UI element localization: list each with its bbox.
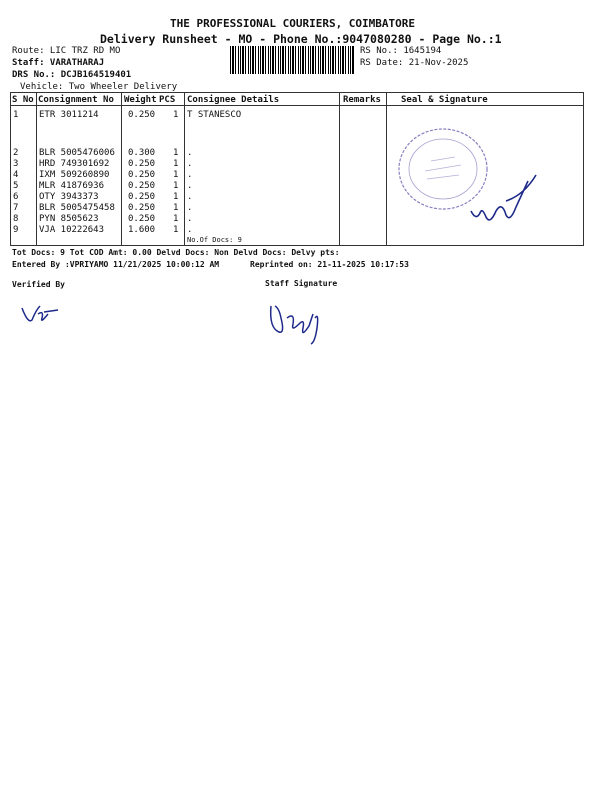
header-remarks: Remarks xyxy=(343,95,381,105)
row-pcs: 1 xyxy=(173,170,179,180)
row-weight: 0.250 xyxy=(128,159,156,169)
document-title: THE PROFESSIONAL COURIERS, COIMBATORE xyxy=(170,17,416,30)
verified-signature-icon xyxy=(18,300,68,330)
row-sno: 9 xyxy=(13,225,19,235)
drs-number: DRS No.: DCJB164519401 xyxy=(12,70,132,80)
row-consignment: PYN 8505623 xyxy=(39,214,99,224)
row-weight: 0.250 xyxy=(128,170,156,180)
rs-number: RS No.: 1645194 xyxy=(360,46,442,56)
row-sno: 2 xyxy=(13,148,19,158)
staff-signature-icon xyxy=(265,298,335,346)
row-pcs: 1 xyxy=(173,214,179,224)
row-weight: 0.250 xyxy=(128,203,156,213)
row-weight: 0.250 xyxy=(128,214,156,224)
row-consignment: BLR 5005476006 xyxy=(39,148,115,158)
row-consignee: . xyxy=(187,225,193,235)
row-pcs: 1 xyxy=(173,110,179,120)
row-consignee: . xyxy=(187,181,193,191)
row-weight: 1.600 xyxy=(128,225,156,235)
consignee-signature-icon xyxy=(466,171,546,231)
row-consignment: VJA 10222643 xyxy=(39,225,105,235)
row-consignment: BLR 5005475458 xyxy=(39,203,115,213)
row-consignment: OTY 3943373 xyxy=(39,192,99,202)
row-sno: 1 xyxy=(13,110,19,120)
table-row xyxy=(11,110,583,121)
document-subtitle: Delivery Runsheet - MO - Phone No.:9047080280 - Page No.:1 xyxy=(100,32,502,46)
rs-date: RS Date: 21-Nov-2025 xyxy=(360,58,469,68)
row-consignment: MLR 41876936 xyxy=(39,181,105,191)
footer-summary: Tot Docs: 9 Tot COD Amt: 0.00 Delvd Docs: Non Delvd Docs: Delvy pts: xyxy=(12,248,340,257)
row-sno: 4 xyxy=(13,170,19,180)
row-pcs: 1 xyxy=(173,181,179,191)
row-sno: 7 xyxy=(13,203,19,213)
row-consignment: IXM 509260890 xyxy=(39,170,110,180)
row-weight: 0.250 xyxy=(128,181,156,191)
entered-by: Entered By :VPRIYAMO 11/21/2025 10:00:12 AM xyxy=(12,260,220,269)
row-sno: 6 xyxy=(13,192,19,202)
vehicle-label: Vehicle: Two Wheeler Delivery xyxy=(20,82,178,92)
row-consignee: . xyxy=(187,148,193,158)
header-consignment: Consignment No xyxy=(38,95,114,105)
row-consignment: ETR 3011214 xyxy=(39,110,99,120)
staff-label: Staff: VARATHARAJ xyxy=(12,58,105,68)
staff-signature-label: Staff Signature xyxy=(265,279,338,288)
row-weight: 0.300 xyxy=(128,148,156,158)
table-header-row xyxy=(11,95,583,106)
row-sno: 8 xyxy=(13,214,19,224)
row-weight: 0.250 xyxy=(128,192,156,202)
row-pcs: 1 xyxy=(173,192,179,202)
row-consignee: . xyxy=(187,192,193,202)
row-pcs: 1 xyxy=(173,159,179,169)
header-sno: S No xyxy=(12,95,34,105)
header-seal: Seal & Signature xyxy=(401,95,488,105)
header-pcs: PCS xyxy=(159,95,176,105)
row-weight: 0.250 xyxy=(128,110,156,120)
row-consignee: . xyxy=(187,170,193,180)
row-pcs: 1 xyxy=(173,225,179,235)
row-consignment: HRD 749301692 xyxy=(39,159,110,169)
row-consignee: . xyxy=(187,203,193,213)
row-consignee: . xyxy=(187,159,193,169)
row-sno: 5 xyxy=(13,181,19,191)
barcode-image xyxy=(230,46,354,74)
row-sno: 3 xyxy=(13,159,19,169)
row-pcs: 1 xyxy=(173,148,179,158)
runsheet-table xyxy=(10,92,584,246)
row-consignee: . xyxy=(187,214,193,224)
route-label: Route: LIC TRZ RD MO xyxy=(12,46,121,56)
docs-count: No.Of Docs: 9 xyxy=(187,236,242,244)
reprinted-on: Reprinted on: 21-11-2025 10:17:53 xyxy=(250,260,409,269)
header-weight: Weight xyxy=(124,95,157,105)
row-pcs: 1 xyxy=(173,203,179,213)
header-consignee: Consignee Details xyxy=(187,95,280,105)
row-consignee: T STANESCO xyxy=(187,110,242,120)
verified-by-label: Verified By xyxy=(12,280,65,289)
